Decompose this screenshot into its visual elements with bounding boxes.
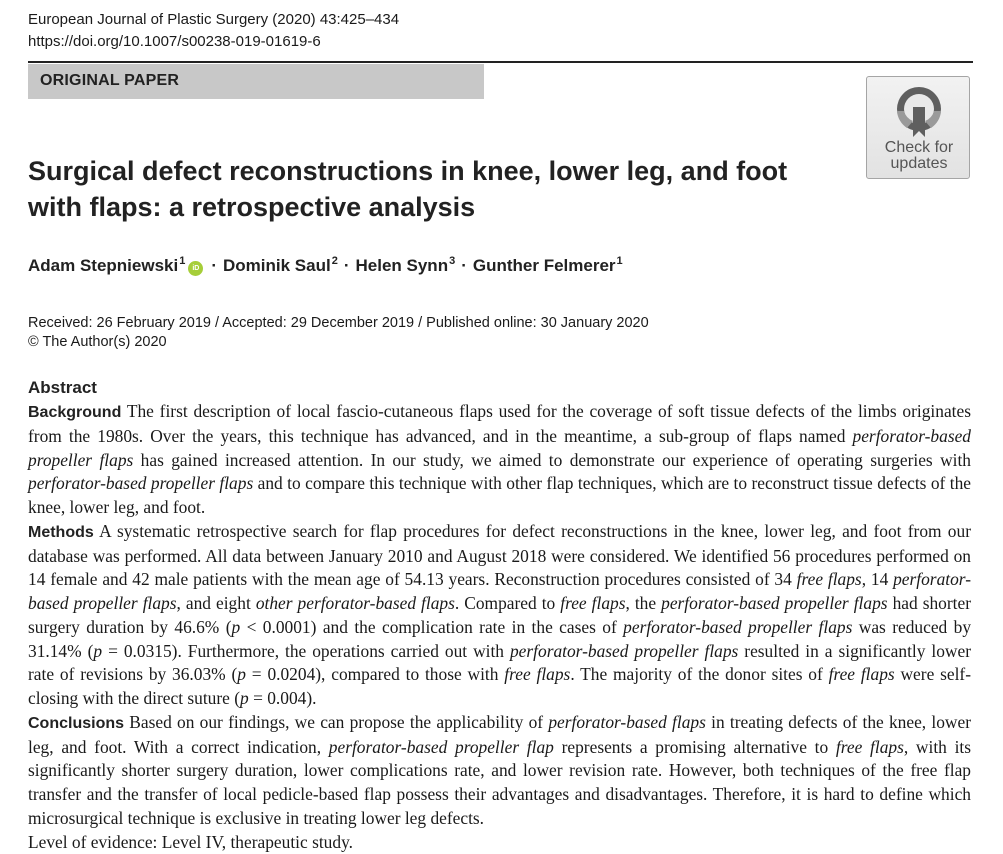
header-rule — [28, 61, 973, 63]
abstract-term: perforator-based flaps — [548, 712, 706, 732]
abstract-text: = 0.0204), compared to those with — [246, 664, 504, 684]
abstract-text: represents a promising alternative to — [554, 737, 836, 757]
author-name[interactable]: Dominik Saul — [223, 256, 331, 275]
author-separator: · — [211, 256, 217, 275]
abstract-text: resulted in a significantly lower rate of revisions by 36.03% ( — [28, 641, 971, 685]
section-label: Background — [28, 404, 121, 421]
crossmark-icon — [895, 85, 943, 137]
abstract-text: , and eight — [177, 593, 256, 613]
author-name[interactable]: Helen Synn — [356, 256, 449, 275]
author-list — [28, 255, 623, 276]
abstract-text: = 0.0315). Furthermore, the operations carried out with — [102, 641, 510, 661]
p-value-symbol: p — [93, 641, 102, 661]
abstract-term: free flaps — [504, 664, 570, 684]
abstract-text: in treating defects of the knee, lower leg, and foot. With a correct indication, — [28, 712, 971, 757]
abstract-text: , with its significantly shorter surgery duration, lower complications rate, and lower revision rate. However, both techniques of the free flap transfer and the transfer of local pedicle-based flap possess their advantages and disadvantages. Therefore, it is hard to define which microsurgical technique is exclusive in treating lower leg defects. — [28, 737, 971, 828]
abstract-text: and to compare this technique with other flap techniques, which are to reconstruct tissue defects of the knee, lower leg, and foot. — [28, 473, 971, 517]
author-separator: · — [344, 256, 350, 275]
abstract-term: perforator-based propeller flaps — [623, 617, 852, 637]
abstract-term: free flaps — [829, 664, 895, 684]
abstract-text: , 14 — [862, 569, 893, 589]
abstract-term: other perforator-based flaps — [256, 593, 455, 613]
abstract-term: free flaps — [836, 737, 904, 757]
orcid-icon[interactable]: iD — [188, 261, 203, 276]
author-name[interactable]: Gunther Felmerer — [473, 256, 616, 275]
abstract-term: perforator-based propeller flaps — [28, 473, 253, 493]
abstract-text: , the — [625, 593, 661, 613]
copyright-notice: © The Author(s) 2020 — [28, 333, 167, 352]
abstract-text: < 0.0001) and the complication rate in the cases of — [240, 617, 623, 637]
title-line-2: with flaps: a retrospective analysis — [28, 192, 475, 222]
publication-dates: Received: 26 February 2019 / Accepted: 29 December 2019 / Published online: 30 January 2020 — [28, 314, 649, 333]
abstract-text: . The majority of the donor sites of — [570, 664, 828, 684]
affiliation-mark: 2 — [332, 255, 338, 267]
abstract-text: . Compared to — [455, 593, 560, 613]
badge-text-line1: Check for — [867, 140, 971, 156]
abstract-text: Based on our findings, we can propose the applicability of — [129, 712, 548, 732]
abstract-text: had shorter surgery duration by 46.6% ( — [28, 593, 971, 637]
abstract-heading: Abstract — [28, 378, 97, 398]
author-separator: · — [461, 256, 467, 275]
abstract-text: were self-closing with the direct suture ( — [28, 664, 971, 708]
badge-text-line2: updates — [867, 156, 971, 172]
abstract-conclusions — [28, 711, 971, 831]
abstract-term: perforator-based propeller flap — [329, 737, 554, 757]
author-name[interactable]: Adam Stepniewski — [28, 256, 178, 275]
abstract-term: perforator-based propeller flaps — [661, 593, 887, 613]
abstract-text: The first description of local fascio-cutaneous flaps used for the coverage of soft tissue defects of the limbs originates from the 1980s. Over the years, this technique has advanced, and in the meantime, a sub-group of flaps named — [28, 401, 971, 446]
abstract-text: has gained increased attention. In our study, we aimed to demonstrate our experience of operating surgeries with — [133, 450, 971, 470]
section-label: Methods — [28, 524, 94, 541]
affiliation-mark: 1 — [617, 255, 623, 267]
abstract-term: perforator-based propeller flaps — [510, 641, 738, 661]
p-value-symbol: p — [232, 617, 241, 637]
affiliation-mark: 3 — [449, 255, 455, 267]
abstract-methods — [28, 520, 971, 711]
title-line-1: Surgical defect reconstructions in knee, lower leg, and foot — [28, 156, 787, 186]
article-title — [28, 153, 788, 225]
p-value-symbol: p — [240, 688, 249, 708]
abstract-term: perforator-based propeller flaps — [28, 426, 971, 470]
doi-link[interactable]: https://doi.org/10.1007/s00238-019-01619-6 — [28, 32, 321, 51]
journal-citation: European Journal of Plastic Surgery (2020) 43:425–434 — [28, 10, 399, 29]
abstract-text: = 0.004). — [249, 688, 317, 708]
check-for-updates-badge[interactable] — [866, 76, 970, 179]
article-type-band — [28, 64, 484, 99]
section-label: Conclusions — [28, 715, 124, 732]
affiliation-mark: 1 — [179, 255, 185, 267]
abstract-text: A systematic retrospective search for flap procedures for defect reconstructions in the knee, lower leg, and foot from our database was performed. All data between January 2010 and August 2018 were considered. We identified 56 procedures performed on 14 female and 42 male patients with the mean age of 54.13 years. Reconstruction procedures consisted of 34 — [28, 521, 971, 590]
abstract-term: free flaps — [797, 569, 862, 589]
level-of-evidence: Level of evidence: Level IV, therapeutic study. — [28, 831, 971, 854]
abstract-body — [28, 400, 971, 854]
p-value-symbol: p — [237, 664, 246, 684]
abstract-term: perforator-based propeller flaps — [28, 569, 971, 613]
article-type: ORIGINAL PAPER — [40, 72, 179, 90]
abstract-text: was reduced by 31.14% ( — [28, 617, 971, 661]
abstract-term: free flaps — [560, 593, 625, 613]
abstract-background — [28, 400, 971, 520]
